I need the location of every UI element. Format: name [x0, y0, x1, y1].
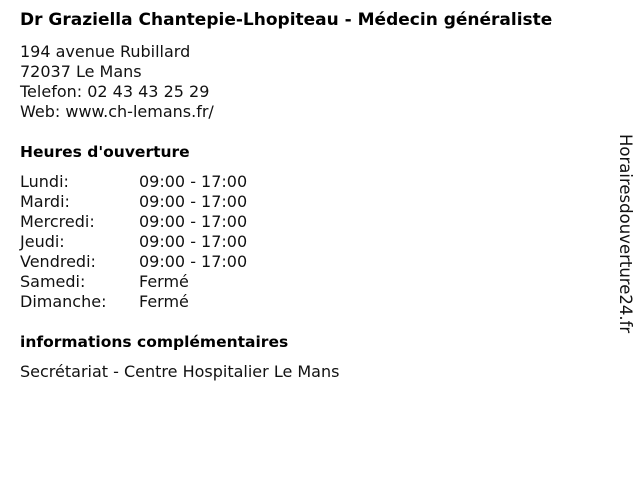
address-block — [20, 42, 610, 122]
additional-info-text: Secrétariat - Centre Hospitalier Le Mans — [20, 362, 340, 381]
opening-hours-table — [20, 172, 610, 312]
day-label: Jeudi: — [20, 232, 65, 251]
day-label: Dimanche: — [20, 292, 107, 311]
time-value: 09:00 - 17:00 — [139, 192, 248, 211]
day-label: Mardi: — [20, 192, 70, 211]
hours-row-saturday — [20, 272, 610, 292]
day-label: Lundi: — [20, 172, 69, 191]
day-label: Vendredi: — [20, 252, 96, 271]
opening-hours-heading: Heures d'ouverture — [20, 143, 190, 161]
website-link[interactable]: Web: www.ch-lemans.fr/ — [20, 102, 214, 121]
business-card — [20, 10, 610, 382]
hours-row-sunday — [20, 292, 610, 312]
hours-row-thursday — [20, 232, 610, 252]
time-value: 09:00 - 17:00 — [139, 212, 248, 231]
street-address: 194 avenue Rubillard — [20, 42, 191, 61]
time-value: 09:00 - 17:00 — [139, 252, 248, 271]
day-label: Samedi: — [20, 272, 86, 291]
brand-text: Horairesdouverture24.fr — [616, 134, 635, 334]
additional-info-heading: informations complémentaires — [20, 333, 289, 351]
time-value: 09:00 - 17:00 — [139, 172, 248, 191]
time-value: Fermé — [139, 272, 189, 291]
city-postal: 72037 Le Mans — [20, 62, 142, 81]
hours-row-tuesday — [20, 192, 610, 212]
hours-row-wednesday — [20, 212, 610, 232]
hours-row-friday — [20, 252, 610, 272]
phone-number[interactable]: Telefon: 02 43 43 25 29 — [20, 82, 210, 101]
time-value: Fermé — [139, 292, 189, 311]
hours-row-monday — [20, 172, 610, 192]
brand-watermark — [612, 134, 638, 346]
day-label: Mercredi: — [20, 212, 95, 231]
time-value: 09:00 - 17:00 — [139, 232, 248, 251]
page-title: Dr Graziella Chantepie-Lhopiteau - Médecin généraliste — [20, 10, 553, 30]
